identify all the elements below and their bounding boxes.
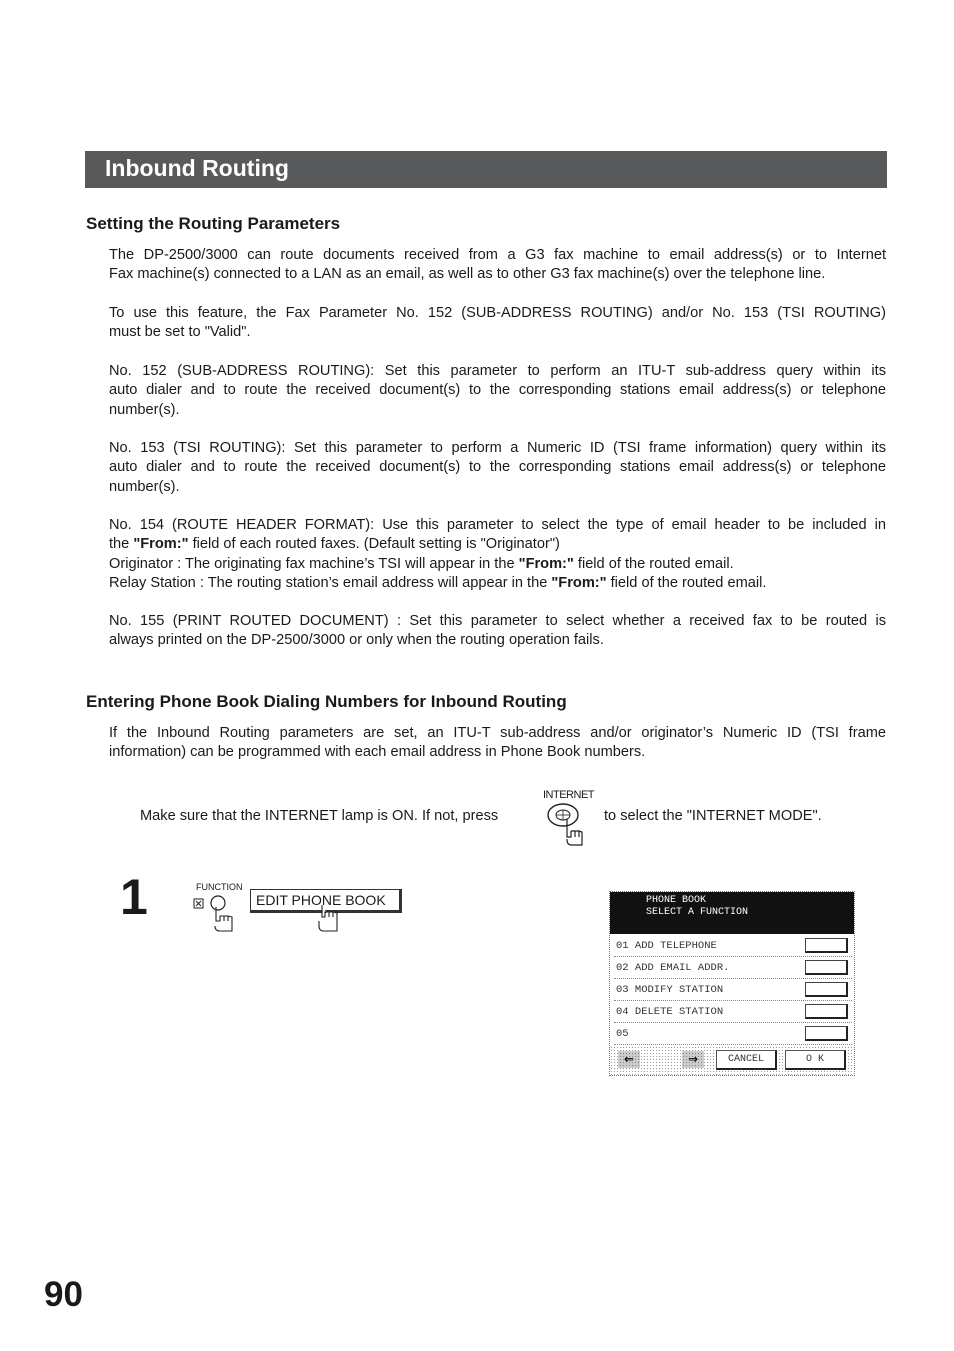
text-line: No. 155 (PRINT ROUTED DOCUMENT) : Set this parameter to select whether a received fax to be routed is <box>109 613 886 629</box>
lcd-item-select-box[interactable] <box>805 960 848 975</box>
text-line: the "From:" field of each routed faxes. (Default setting is "Originator") <box>109 536 560 553</box>
hand-pointer-icon <box>312 905 342 933</box>
paragraph-no154 <box>109 516 886 593</box>
lcd-menu-item-add-telephone[interactable] <box>614 935 852 957</box>
lcd-item-select-box[interactable] <box>805 938 848 953</box>
text-line: number(s). <box>109 401 180 418</box>
page-title: Inbound Routing <box>105 155 289 181</box>
lcd-item-select-box[interactable] <box>805 1004 848 1019</box>
page-number: 90 <box>44 1275 83 1314</box>
text-line: information) can be programmed with each email address in Phone Book numbers. <box>109 744 646 761</box>
text-line: always printed on the DP-2500/3000 or only when the routing operation fails. <box>109 632 604 649</box>
from-field-label: "From:" <box>551 574 607 591</box>
lcd-item-label: 04 DELETE STATION <box>616 1006 724 1018</box>
paragraph-intro <box>109 246 886 285</box>
lcd-item-label: 02 ADD EMAIL ADDR. <box>616 962 730 974</box>
internet-note-suffix: to select the "INTERNET MODE". <box>604 808 822 824</box>
section-heading-phone-book: Entering Phone Book Dialing Numbers for Inbound Routing <box>86 692 567 711</box>
double-left-arrow-icon[interactable]: ⇐ <box>618 1051 640 1068</box>
text-line: auto dialer and to route the received document(s) to the corresponding stations email address(s) or telephone <box>109 459 886 476</box>
function-key-label: FUNCTION <box>196 882 243 892</box>
lcd-item-select-box[interactable] <box>805 1026 848 1041</box>
paragraph-no153 <box>109 439 886 497</box>
text-line: Relay Station : The routing station’s email address will appear in the "From:" field of the routed email. <box>109 574 767 591</box>
text-line: If the Inbound Routing parameters are set, an ITU-T sub-address and/or originator’s Numeric ID (TSI frame <box>109 725 886 741</box>
lcd-menu-item-delete-station[interactable] <box>614 1001 852 1023</box>
text-line: number(s). <box>109 478 180 495</box>
lcd-item-select-box[interactable] <box>805 982 848 997</box>
text-line: Originator : The originating fax machine’s TSI will appear in the "From:" field of the routed email. <box>109 555 734 572</box>
lcd-screen <box>609 891 855 1076</box>
function-key-icon[interactable] <box>192 893 242 933</box>
double-right-arrow-icon[interactable]: ⇒ <box>682 1051 704 1068</box>
text-line: must be set to "Valid". <box>109 324 251 341</box>
lcd-item-label: 03 MODIFY STATION <box>616 984 724 996</box>
text-line: The DP-2500/3000 can route documents received from a G3 fax machine to email address(s) or to Internet <box>109 247 886 263</box>
lcd-title: PHONE BOOK <box>646 895 707 906</box>
text-line: No. 154 (ROUTE HEADER FORMAT): Use this parameter to select the type of email header to be included in <box>109 517 886 533</box>
step-number: 1 <box>120 869 148 925</box>
paragraph-no152 <box>109 362 886 420</box>
lcd-item-label: 05 <box>616 1028 629 1040</box>
text-line: No. 152 (SUB-ADDRESS ROUTING): Set this parameter to perform an ITU-T sub-address query within its <box>109 363 886 379</box>
from-field-label: "From:" <box>133 536 189 553</box>
lcd-header <box>610 892 854 934</box>
lcd-menu-item-add-email[interactable] <box>614 957 852 979</box>
text-line: Fax machine(s) connected to a LAN as an email, as well as to other G3 fax machine(s) over the telephone line. <box>109 266 826 283</box>
lcd-item-label: 01 ADD TELEPHONE <box>616 940 717 952</box>
section-heading-routing-parameters: Setting the Routing Parameters <box>86 214 341 233</box>
lcd-menu-item-05[interactable] <box>614 1023 852 1045</box>
edit-phone-book-button[interactable]: EDIT PHONE BOOK <box>250 889 402 913</box>
internet-key-icon[interactable] <box>545 801 599 849</box>
cancel-button[interactable]: CANCEL <box>716 1050 777 1070</box>
text-line: auto dialer and to route the received document(s) to the corresponding stations email address(s) or telephone <box>109 382 886 399</box>
paragraph-no155 <box>109 612 886 651</box>
lcd-menu-item-modify-station[interactable] <box>614 979 852 1001</box>
internet-key-label: INTERNET <box>543 789 594 801</box>
section-title-bar <box>85 151 887 188</box>
from-field-label: "From:" <box>518 555 574 572</box>
text-line: No. 153 (TSI ROUTING): Set this parameter to perform a Numeric ID (TSI frame information) query within its <box>109 440 886 456</box>
text-line: To use this feature, the Fax Parameter No. 152 (SUB-ADDRESS ROUTING) and/or No. 153 (TSI ROUTING) <box>109 305 886 321</box>
internet-note-text: Make sure that the INTERNET lamp is ON. If not, press <box>140 808 499 824</box>
paragraph-phone-book <box>109 724 886 763</box>
lcd-subtitle: SELECT A FUNCTION <box>646 907 749 918</box>
ok-button[interactable]: O K <box>785 1050 846 1070</box>
lcd-footer <box>610 1046 854 1076</box>
paragraph-parameters <box>109 304 886 343</box>
